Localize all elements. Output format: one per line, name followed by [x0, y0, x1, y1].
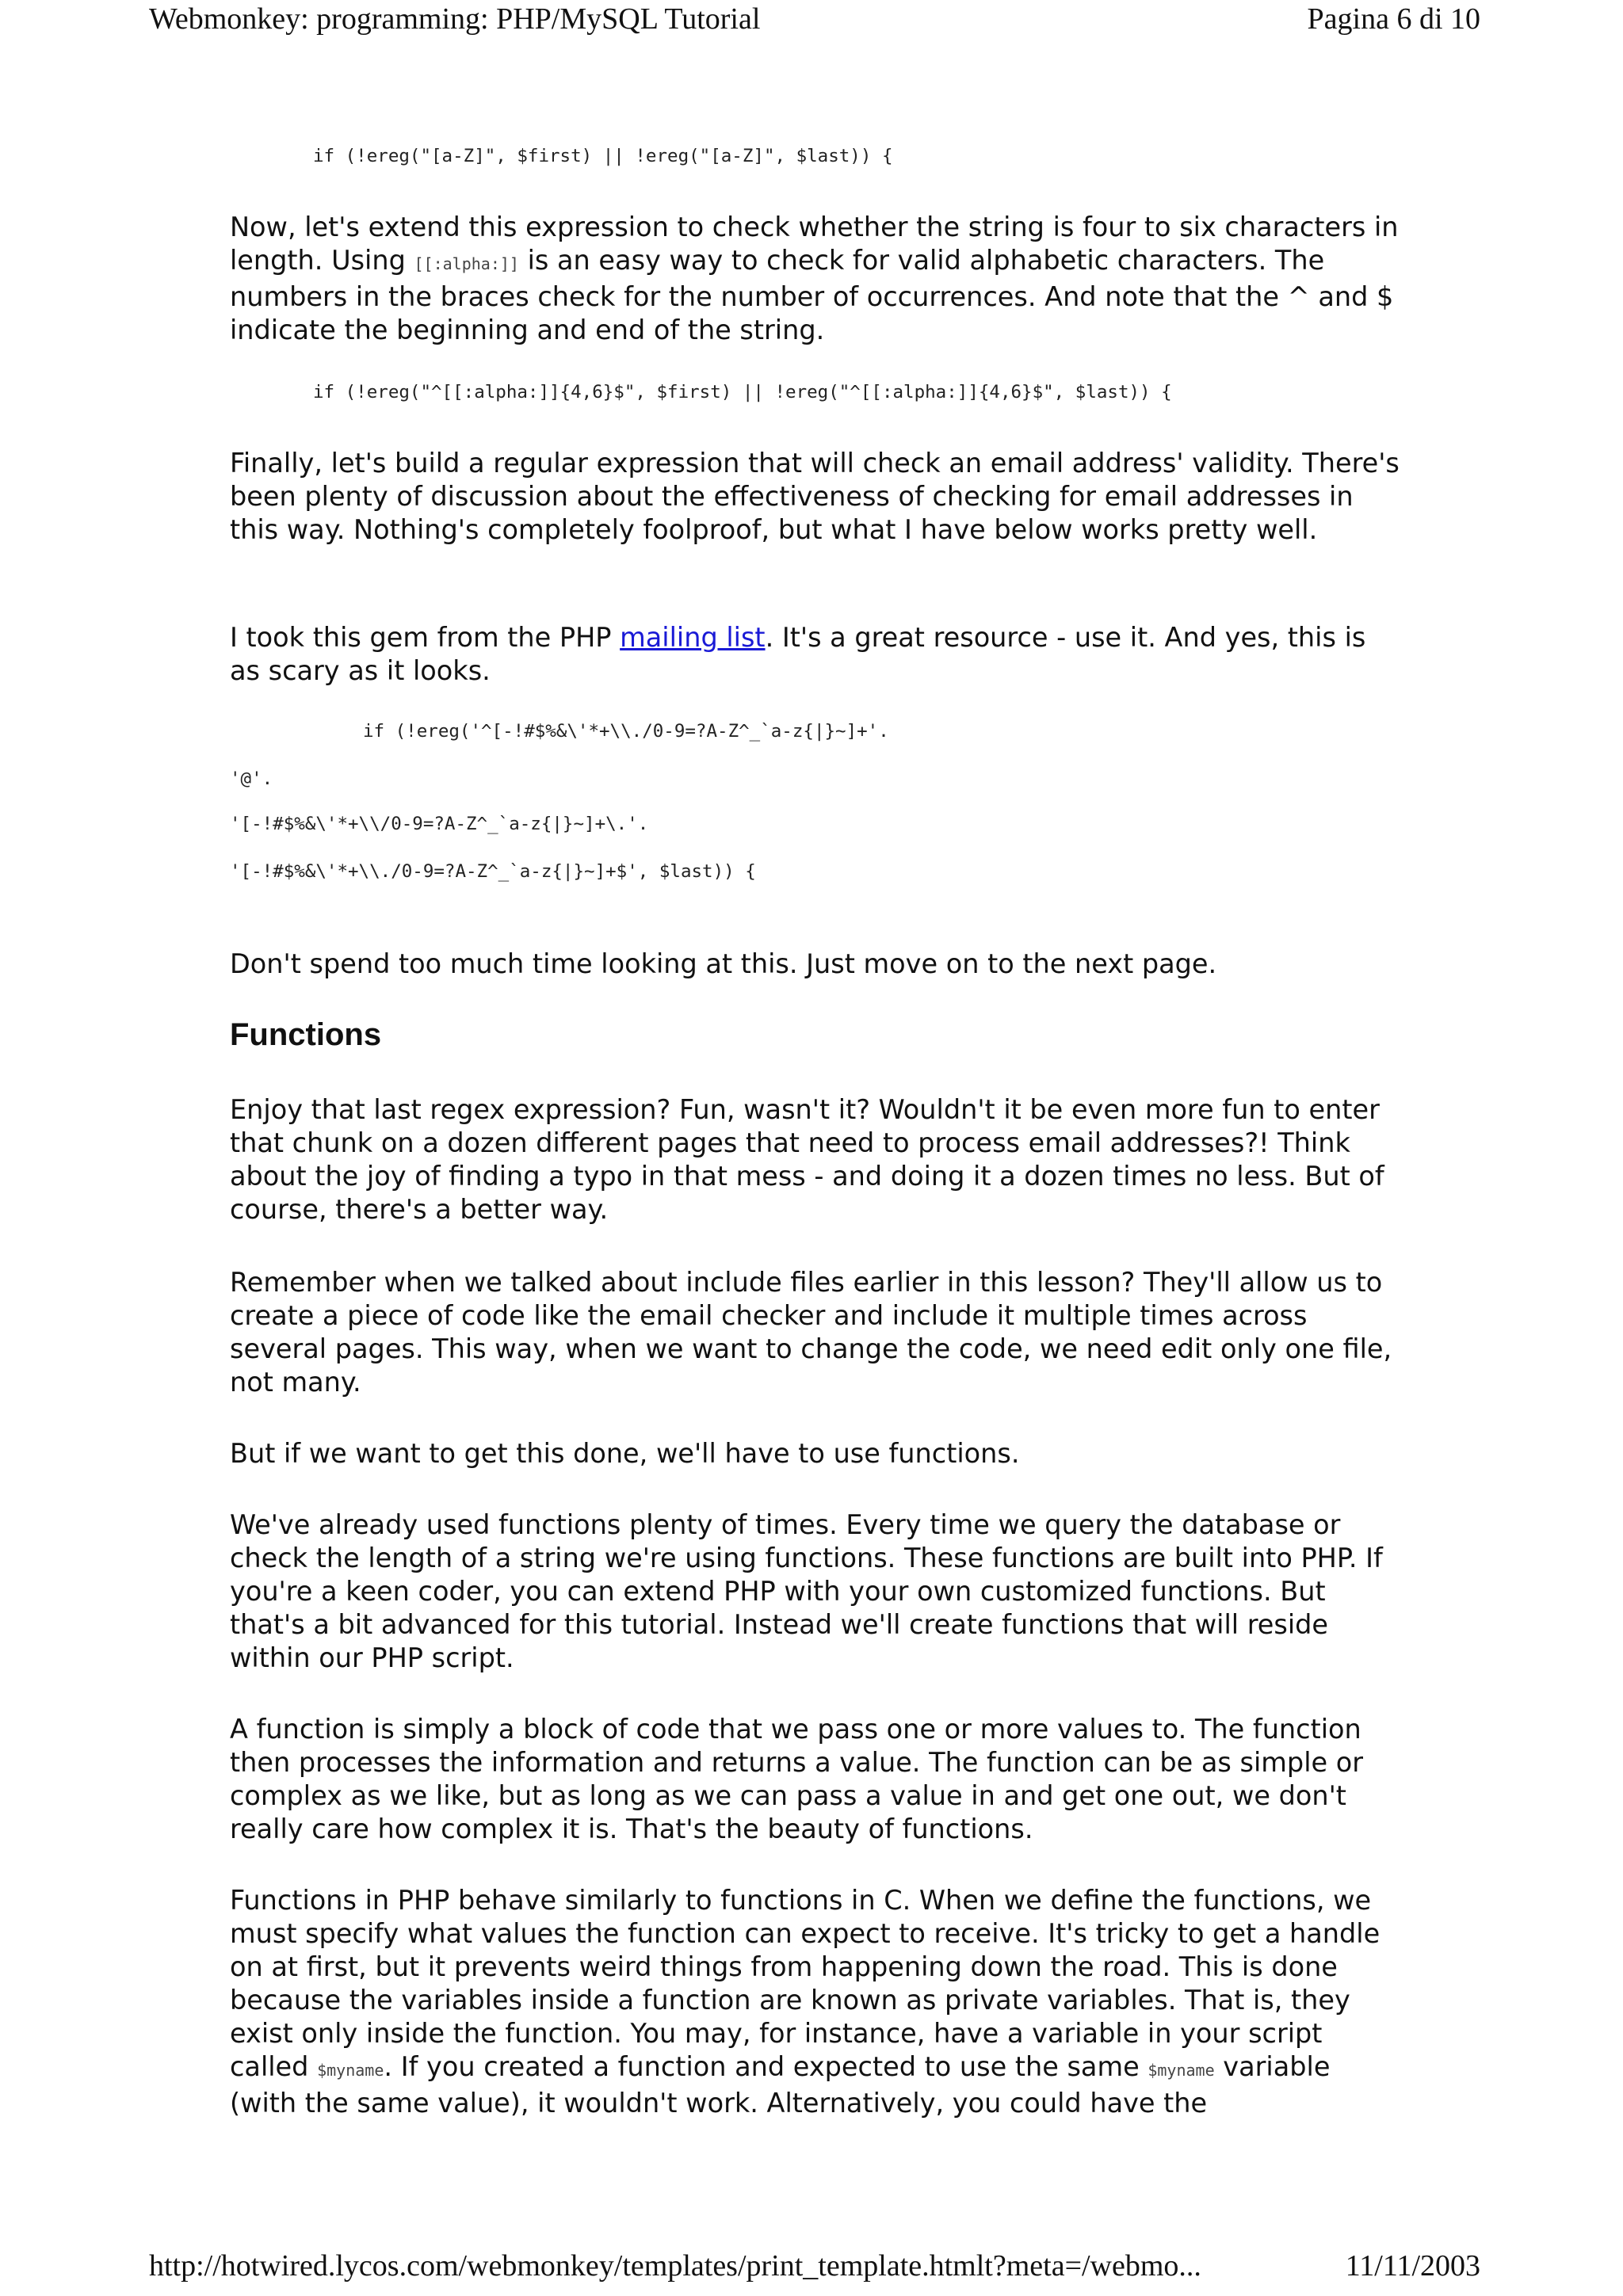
paragraph-functions-used: We've already used functions plenty of times. Every time we query the database or check the length of a string we're using functions. These functions are built into PHP. If you're a keen coder, you can extend PHP with your own customized functions. But that's a bit advanced for this tutorial. Instead we'll create functions that will reside within our PHP script. — [230, 1509, 1383, 1673]
paragraph-extend-expression: Now, let's extend this expression to check whether the string is four to six characters in length. Using [[:alpha:]] is an easy way to check for valid alphabetic characters. The numbers in the braces check for the number of occurrences. And note that the ^ and $ indicate the beginning and end of the string. — [230, 212, 1399, 345]
page-header — [0, 0, 1623, 48]
code-snippet-2: if (!ereg("^[[:alpha:]]{4,6}$", $first) || !ereg("^[[:alpha:]]{4,6}$", $last)) { — [313, 382, 1172, 402]
inline-code-myname: $myname — [317, 2061, 384, 2080]
paragraph-use-functions: But if we want to get this done, we'll have to use functions. — [230, 1438, 1020, 1469]
paragraph-include-files: Remember when we talked about include files earlier in this lesson? They'll allow us to create a piece of code like the email checker and include it multiple times across several pages. This way, when we want to change the code, we need edit only one file, not many. — [230, 1267, 1392, 1398]
page-footer — [0, 2248, 1623, 2293]
mailing-list-link[interactable]: mailing list — [620, 622, 766, 653]
code-line: '[-!#$%&\'*+\\/0-9=?A-Z^_`a-z{|}~]+\.'. — [230, 814, 649, 834]
paragraph-email-validity: Finally, let's build a regular expression that will check an email address' validity. There's been plenty of discussion about the effectiveness of checking for email addresses in this way. Nothing's completely foolproof, but what I have below works pretty well. — [230, 448, 1400, 545]
code-line: if (!ereg('^[-!#$%&\'*+\\./0-9=?A-Z^_`a-z{|}~]+'. — [363, 721, 889, 742]
paragraph-functions-in-c: Functions in PHP behave similarly to functions in C. When we define the functions, we must specify what values the function can expect to receive. It's tricky to get a handle on at first, but it prevents weird things from happening down the road. This is done because the variables inside a function are known as private variables. That is, they exist only inside the function. You may, for instance, have a variable in your script called $myname. If you created a function and expected to use the same $myname variable (with the same value), it wouldn't work. Alternatively, you could have the — [230, 1885, 1381, 2119]
paragraph-function-definition: A function is simply a block of code that we pass one or more values to. The function then processes the information and returns a value. The function can be as simple or complex as we like, but as long as we can pass a value in and get one out, we don't really care how complex it is. That's the beauty of functions. — [230, 1714, 1364, 1844]
inline-code-myname: $myname — [1148, 2061, 1215, 2080]
footer-date: 11/11/2003 — [1345, 2249, 1480, 2283]
header-title: Webmonkey: programming: PHP/MySQL Tutorial — [149, 2, 761, 36]
code-snippet-1: if (!ereg("[a-Z]", $first) || !ereg("[a-Z]", $last)) { — [313, 146, 893, 166]
footer-url: http://hotwired.lycos.com/webmonkey/templates/print_template.htmlt?meta=/webmo... — [149, 2249, 1201, 2283]
code-line: '@'. — [230, 769, 273, 789]
paragraph-dont-spend-time: Don't spend too much time looking at this. Just move on to the next page. — [230, 948, 1217, 979]
paragraph-enjoy-regex: Enjoy that last regex expression? Fun, wasn't it? Wouldn't it be even more fun to enter that chunk on a dozen different pages that need to process email addresses?! Think about the joy of finding a typo in that mess - and doing it a dozen times no less. But of course, there's a better way. — [230, 1094, 1384, 1225]
inline-code-alpha: [[:alpha:]] — [414, 254, 519, 273]
paragraph-mailing-list: I took this gem from the PHP mailing list. It's a great resource - use it. And yes, this is as scary as it looks. — [230, 622, 1366, 686]
code-line: '[-!#$%&\'*+\\./0-9=?A-Z^_`a-z{|}~]+$', $last)) { — [230, 861, 756, 882]
header-page-number: Pagina 6 di 10 — [1307, 2, 1480, 36]
section-heading-functions: Functions — [230, 1017, 382, 1052]
